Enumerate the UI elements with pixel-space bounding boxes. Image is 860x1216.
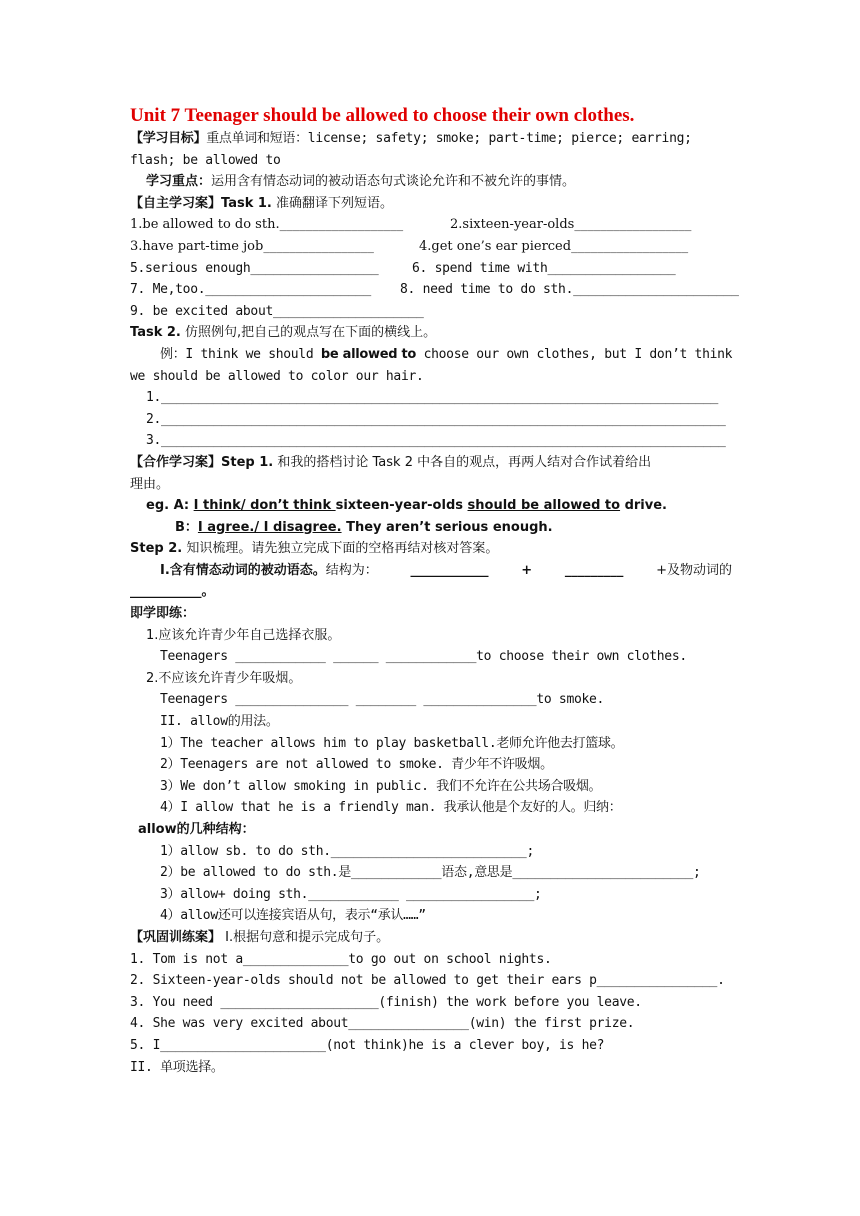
phrase-row — [130, 214, 732, 236]
allow-example: 4）I allow that he is a friendly man. 我承认他是个友好的人。归纳： — [160, 800, 622, 816]
dialogue-a — [130, 495, 732, 517]
step1-label: Step 1. — [221, 454, 274, 470]
exercise-item[interactable]: 5. I______________________(not think)he is a clever boy, is he? — [130, 1037, 605, 1053]
answer-line-3[interactable]: 3.___________________________________________________________________________ — [146, 433, 726, 449]
allow-example: 3）We don’t allow smoking in public. 我们不允许在公共场合吸烟。 — [160, 778, 602, 794]
coop-line — [130, 452, 732, 474]
phrase-item: 1.be allowed to do sth.___________________ — [130, 217, 404, 233]
goal-line — [130, 128, 732, 150]
phrase-item: 8. need time to do sth.______________________ — [400, 282, 739, 298]
exercise-item[interactable]: 3. You need _____________________(finish) the work before you leave. — [130, 994, 642, 1010]
exercise-item[interactable]: 4. She was very excited about________________(win) the first prize. — [130, 1016, 635, 1032]
passive-blank-line[interactable]: ___________。 — [130, 584, 215, 600]
phrase-row — [130, 236, 732, 258]
step2-line — [130, 538, 732, 560]
dialogue-underline: should be allowed to — [467, 498, 621, 514]
dialogue-b — [130, 517, 732, 539]
phrase-row — [130, 279, 739, 301]
coop-line-2: 理由。 — [130, 476, 170, 492]
coop-label: 【合作学习案】 — [130, 454, 222, 470]
dialogue-text: B： — [175, 519, 198, 535]
phrase-item: 6. spend time with_________________ — [412, 260, 676, 276]
goal-line-2: flash; be allowed to — [130, 152, 281, 168]
phrase-item: 2.sixteen-year-olds__________________ — [450, 217, 692, 233]
allow-structures-heading: allow的几种结构： — [138, 822, 255, 837]
task2-label: Task 2. — [130, 325, 181, 341]
passive-structure-line — [130, 560, 732, 582]
phrase-row — [130, 301, 732, 323]
practice-a1[interactable]: Teenagers ____________ ______ ____________to choose their own clothes. — [160, 649, 687, 665]
practice-q1: 1.应该允许青少年自己选择衣服。 — [146, 627, 341, 643]
allow-heading: II. allow的用法。 — [160, 714, 279, 730]
allow-structure[interactable]: 3）allow+ doing sth.____________ _________________; — [160, 886, 542, 902]
self-study-label: 【自主学习案】 — [130, 195, 222, 211]
practice-label: 即学即练： — [130, 606, 196, 622]
exercise-item[interactable]: 2. Sixteen-year-olds should not be allowed to get their ears p________________. — [130, 973, 725, 989]
step2-text: 知识梳理。请先独立完成下面的空格再结对核对答案。 — [186, 541, 499, 557]
page-title: Unit 7 Teenager should be allowed to choose their own clothes. — [130, 105, 635, 126]
blank[interactable]: _________ — [564, 562, 624, 578]
consolidation-label: 【巩固训练案】 — [130, 929, 222, 945]
consolidation-line — [130, 927, 732, 949]
worksheet — [130, 104, 739, 1078]
dialogue-underline: I think/ don’t think — [193, 498, 336, 514]
dialogue-underline: I agree./ I disagree. — [197, 519, 342, 535]
task2-line — [130, 322, 732, 344]
passive-structure: 结构为： — [325, 562, 378, 578]
task1-text: 准确翻译下列短语。 — [276, 195, 394, 211]
example-highlight: be allowed to — [320, 346, 417, 362]
step2-label: Step 2. — [130, 541, 183, 557]
step1-text: 和我的搭档讨论 Task 2 中各自的观点，再两人结对合作试着给出 — [277, 454, 652, 470]
passive-heading: I.含有情态动词的被动语态。 — [160, 562, 326, 578]
example-line-2: we should be allowed to color our hair. — [130, 368, 424, 384]
example-text: choose our own clothes, but I don’t think — [416, 346, 733, 362]
exercise-item[interactable]: 1. Tom is not a______________to go out on school nights. — [130, 951, 552, 967]
consolidation-text: I.根据句意和提示完成句子。 — [225, 929, 390, 945]
allow-structure[interactable]: 1）allow sb. to do sth.__________________________; — [160, 843, 534, 859]
example-text: 例：I think we should — [160, 346, 321, 362]
answer-line-1[interactable]: 1.__________________________________________________________________________ — [146, 390, 719, 406]
phrase-item: 9. be excited about____________________ — [130, 303, 424, 319]
goal-label: 【学习目标】 — [130, 131, 207, 146]
focus-text: 运用含有情态动词的被动语态句式谈论允许和不被允许的事情。 — [211, 174, 576, 190]
goal-text: 重点单词和短语：license; safety; smoke; part-time; pierce; earring; — [206, 131, 692, 146]
dialogue-text: sixteen-year-olds — [335, 498, 468, 514]
dialogue-text: eg. A: — [146, 498, 194, 514]
multiple-choice-heading: II. 单项选择。 — [130, 1059, 224, 1075]
allow-example: 2）Teenagers are not allowed to smoke. 青少年不许吸烟。 — [160, 757, 553, 773]
task2-text: 仿照例句,把自己的观点写在下面的横线上。 — [185, 325, 437, 341]
dialogue-text: drive. — [620, 498, 667, 514]
allow-example: 1）The teacher allows him to play basketball.老师允许他去打篮球。 — [160, 735, 624, 751]
phrase-item: 7. Me,too.______________________ — [130, 282, 371, 298]
answer-line-2[interactable]: 2.___________________________________________________________________________ — [146, 411, 726, 427]
focus-label: 学习重点： — [146, 174, 212, 190]
example-line — [130, 344, 732, 366]
phrase-item: 5.serious enough_________________ — [130, 260, 379, 276]
task1-label: Task 1. — [221, 195, 272, 211]
passive-tail: +及物动词的 — [656, 562, 732, 578]
blank[interactable]: ____________ — [410, 562, 489, 578]
phrase-item: 3.have part-time job_________________ — [130, 238, 374, 254]
phrase-item: 4.get one’s ear pierced__________________ — [419, 238, 689, 254]
allow-structure[interactable]: 2）be allowed to do sth.是____________语态,意思是________________________; — [160, 865, 701, 881]
dialogue-text: They aren’t serious enough. — [341, 519, 553, 535]
phrase-row — [130, 258, 732, 280]
allow-structure: 4）allow还可以连接宾语从句，表示“承认……” — [160, 908, 426, 924]
plus-sign: + — [521, 562, 533, 578]
focus-line — [130, 171, 732, 193]
practice-a2[interactable]: Teenagers _______________ ________ _______________to smoke. — [160, 692, 605, 708]
practice-q2: 2.不应该允许青少年吸烟。 — [146, 670, 302, 686]
self-study-line — [130, 193, 732, 215]
